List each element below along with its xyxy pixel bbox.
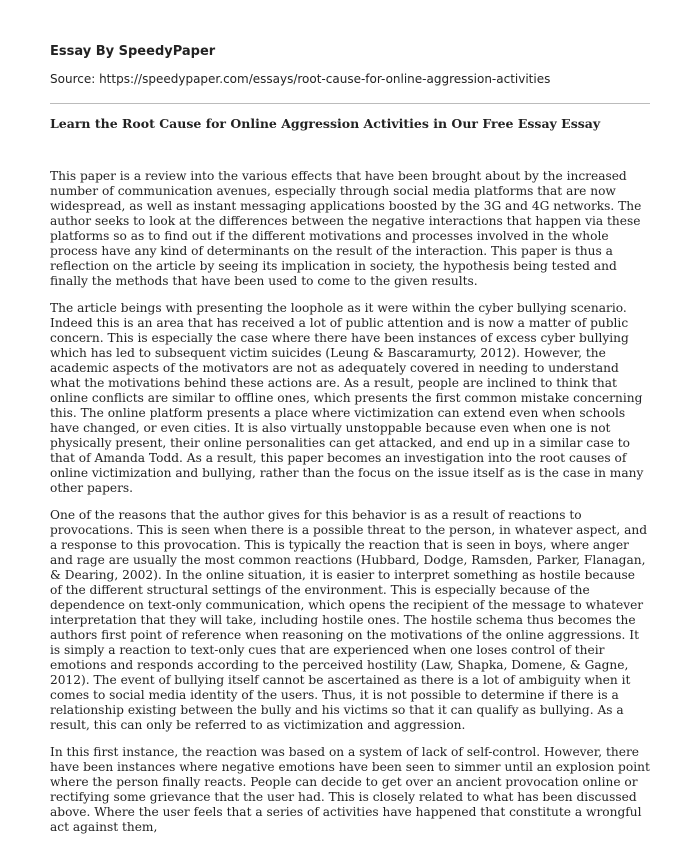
paragraph: In this first instance, the reaction was based on a system of lack of self-control. However, there have been instances where negative emotions have been seen to simmer until an explosion point where the person finally reacts. People can decide to get over an ancient provocation online or rectifying some grievance that the user had. This is closely related to what has been discussed above. Where the user feels that a series of activities have happened that constitute a wrongful act against them,	[50, 745, 650, 834]
source-url: https://speedypaper.com/essays/root-cause-for-online-aggression-activities	[99, 72, 551, 86]
header-divider	[50, 103, 650, 104]
paragraph: One of the reasons that the author gives for this behavior is as a result of reactions to provocations. This is seen when there is a possible threat to the person, in whatever aspect, and a response to this provocation. This is typically the reaction that is seen in boys, where anger and rage are usually the most common reactions (Hubbard, Dodge, Ramsden, Parker, Flanagan, & Dearing, 2002). In the online situation, it is easier to interpret something as hostile because of the different structural settings of the environment. This is especially because of the dependence on text-only communication, which opens the recipient of the message to whatever interpretation that they will take, including hostile ones. The hostile schema thus becomes the authors first point of reference when reasoning on the motivations of the online aggressions. It is simply a reaction to text-only cues that are experienced when one loses control of their emotions and responds according to the perceived hostility (Law, Shapka, Domene, & Gagne, 2012). The event of bullying itself cannot be ascertained as there is a lot of ambiguity when it comes to social media identity of the users. Thus, it is not possible to determine if there is a relationship existing between the bully and his victims so that it can qualify as bullying. As a result, this can only be referred to as victimization and aggression.	[50, 508, 648, 732]
source-label: Source:	[50, 72, 100, 86]
essay-title: Learn the Root Cause for Online Aggression Activities in Our Free Essay Essay	[50, 116, 601, 131]
brand-title: Essay By SpeedyPaper	[50, 44, 216, 59]
essay-body	[50, 169, 650, 835]
source-line	[50, 71, 650, 87]
paragraph: The article beings with presenting the loophole as it were within the cyber bullying scenario. Indeed this is an area that has received a lot of public attention and is now a matter of public concern. This is especially the case where there have been instances of excess cyber bullying which has led to subsequent victim suicides (Leung & Bascaramurty, 2012). However, the academic aspects of the motivators are not as adequately covered in needing to understand what the motivations behind these actions are. As a result, people are inclined to think that online conflicts are similar to offline ones, which presents the first common mistake concerning this. The online platform presents a place where victimization can extend even when schools have changed, or even cities. It is also virtually unstoppable because even when one is not physically present, their online personalities can get attacked, and end up in a similar case to that of Amanda Todd. As a result, this paper becomes an investigation into the root causes of online victimization and bullying, rather than the focus on the issue itself as is the case in many other papers.	[50, 301, 644, 495]
paragraph: This paper is a review into the various effects that have been brought about by the increased number of communication avenues, especially through social media platforms that are now widespread, as well as instant messaging applications boosted by the 3G and 4G networks. The author seeks to look at the differences between the negative interactions that happen via these platforms so as to find out if the different motivations and processes involved in the whole process have any kind of determinants on the result of the interaction. This paper is thus a reflection on the article by seeing its implication in society, the hypothesis being tested and finally the methods that have been used to come to the given results.	[50, 169, 642, 288]
